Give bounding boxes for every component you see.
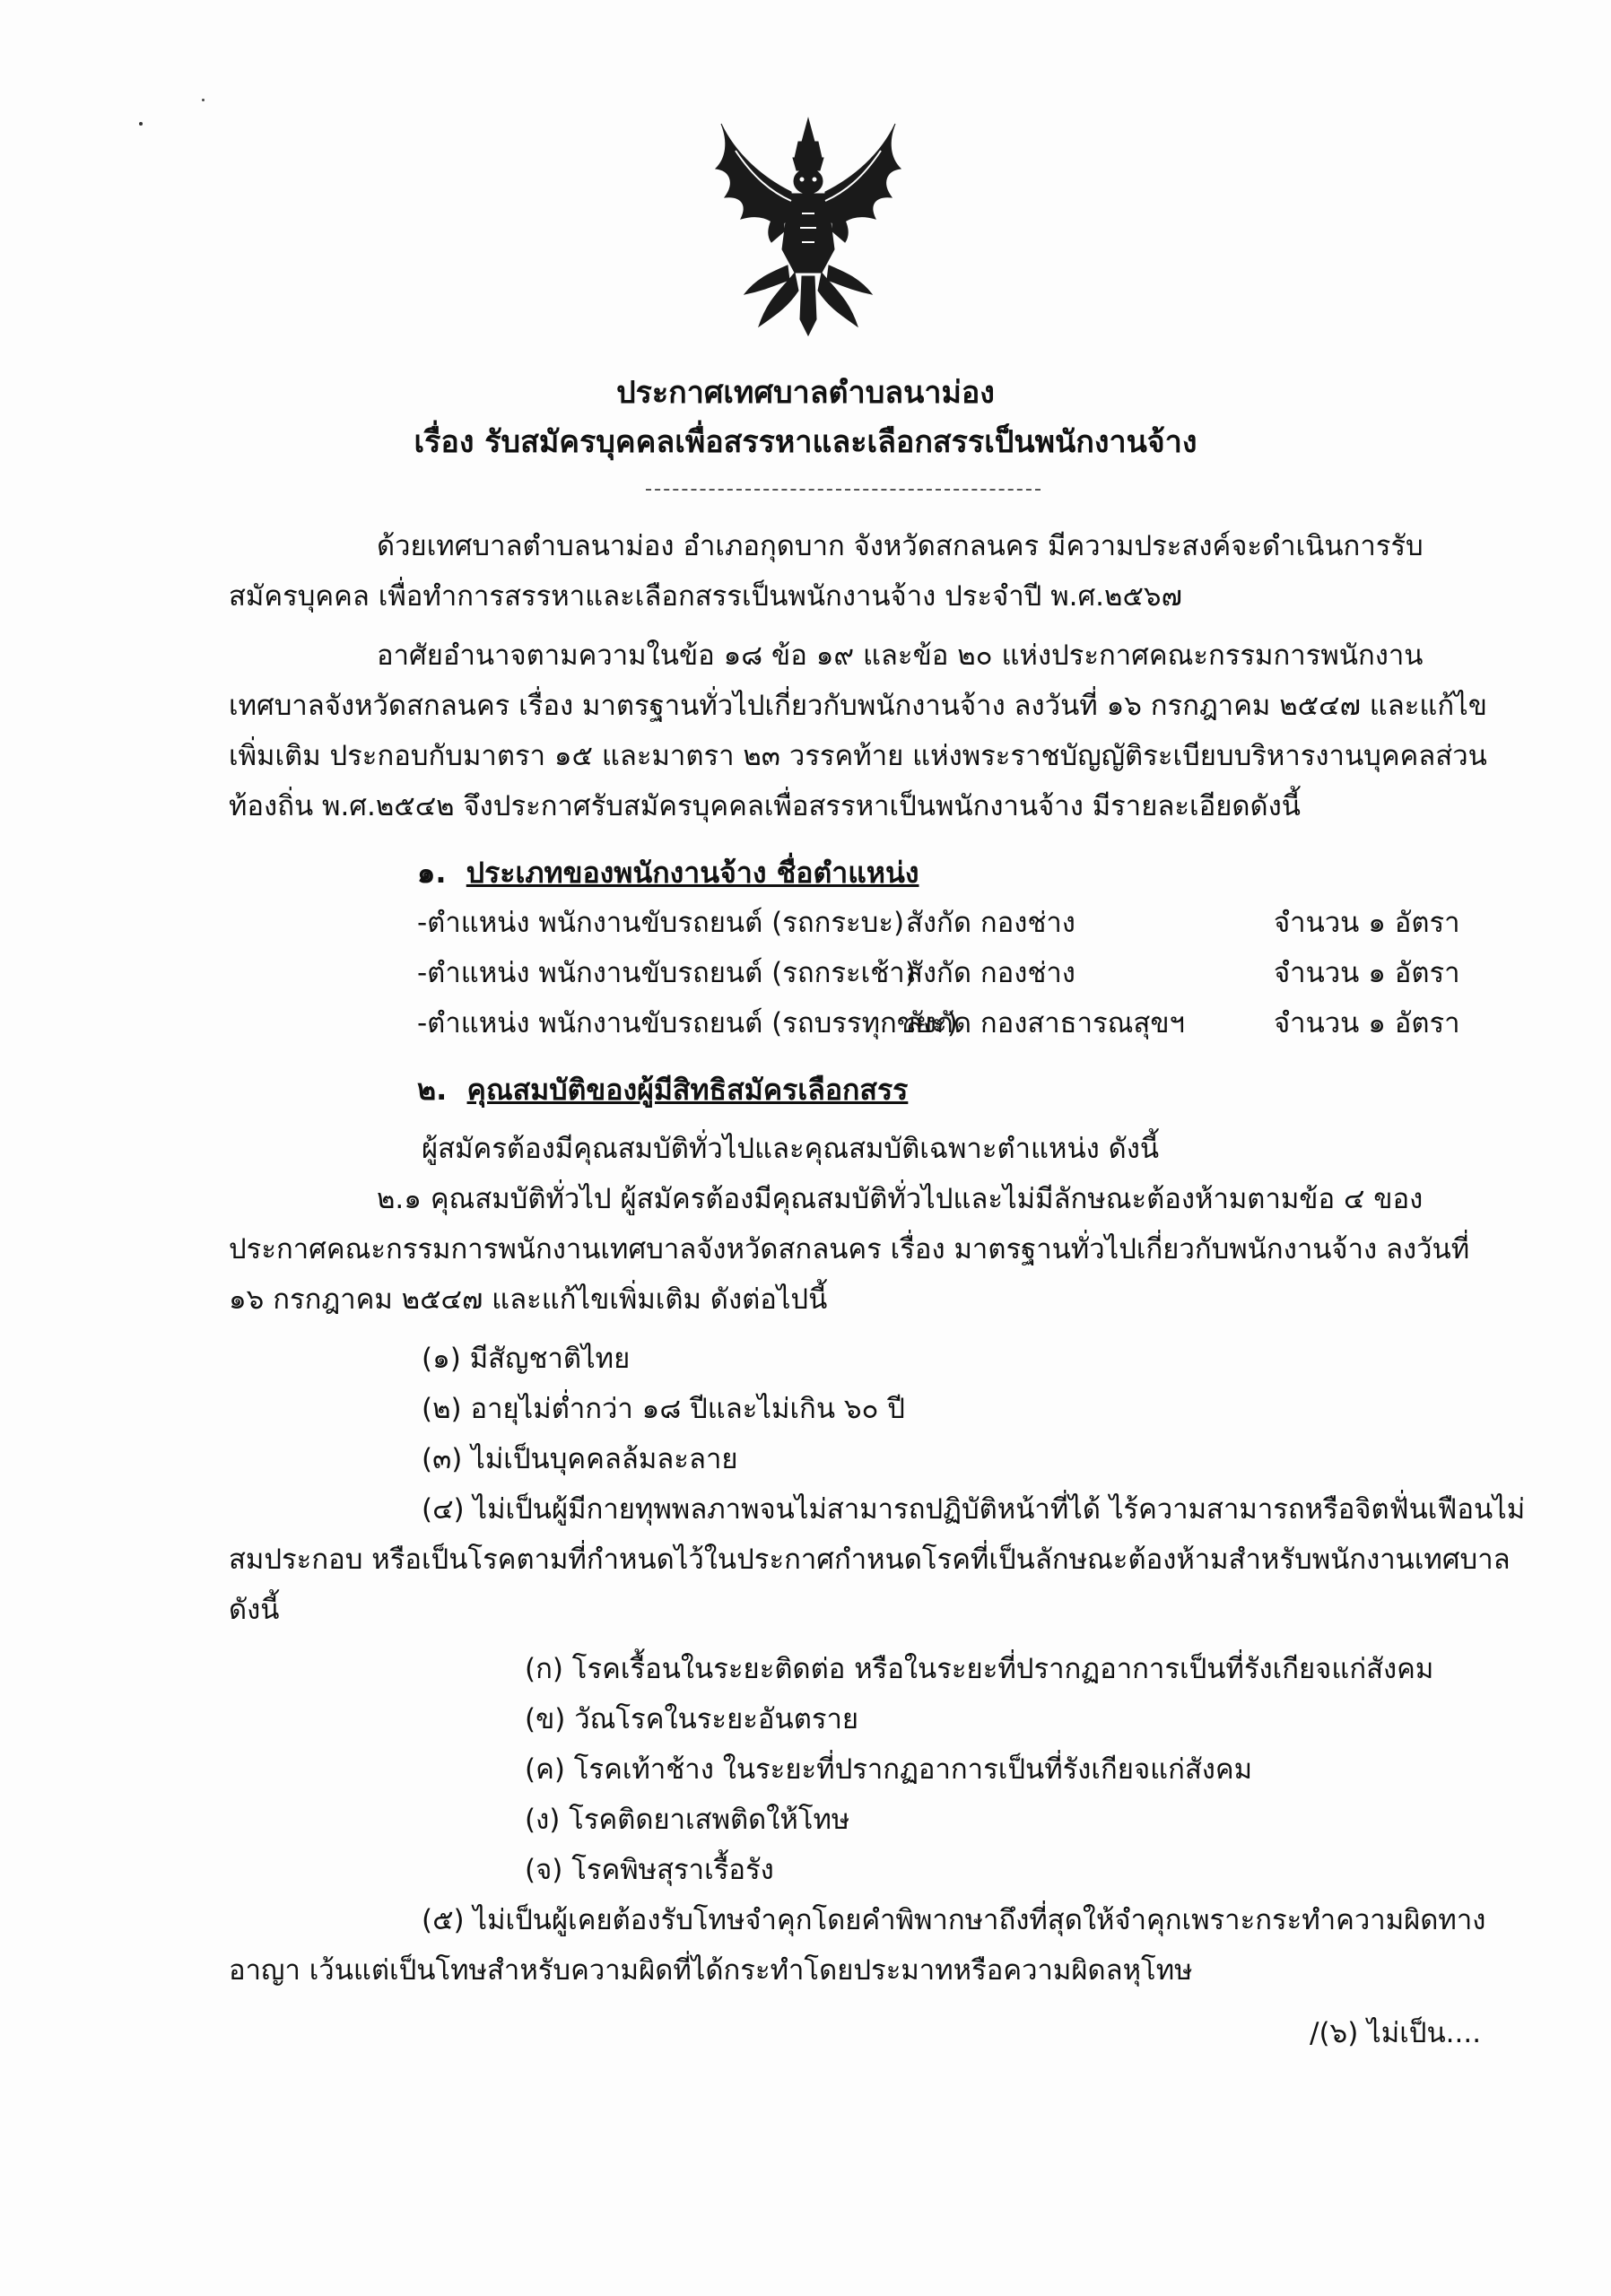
disease-item: (ก) โรคเรื้อนในระยะติดต่อ หรือในระยะที่ปรากฏอาการเป็นที่รังเกียจแก่สังคม (525, 1653, 1434, 1685)
qualification-item: (๒) อายุไม่ต่ำกว่า ๑๘ ปีและไม่เกิน ๖๐ ปี (422, 1393, 905, 1425)
general-qualification-line: ประกาศคณะกรรมการพนักงานเทศบาลจังหวัดสกลนคร เรื่อง มาตรฐานทั่วไปเกี่ยวกับพนักงานจ้าง ลงวันที่ (229, 1233, 1470, 1265)
position-count: จำนวน ๑ อัตรา (1274, 907, 1460, 939)
intro-paragraph-2-line: เทศบาลจังหวัดสกลนคร เรื่อง มาตรฐานทั่วไปเกี่ยวกับพนักงานจ้าง ลงวันที่ ๑๖ กรกฎาคม ๒๕๔๗ และแก้ไข (229, 690, 1487, 722)
continuation-note: /(๖) ไม่เป็น.... (1310, 2017, 1482, 2049)
scan-speck (139, 122, 143, 126)
intro-paragraph-2: อาศัยอำนาจตามความในข้อ ๑๘ ข้อ ๑๙ และข้อ ๒๐ แห่งประกาศคณะกรรมการพนักงาน (377, 639, 1424, 672)
intro-paragraph-2-line: ท้องถิ่น พ.ศ.๒๕๔๒ จึงประกาศรับสมัครบุคคลเพื่อสรรหาเป็นพนักงานจ้าง มีรายละเอียดดังนี้ (229, 790, 1301, 822)
disease-item: (ค) โรคเท้าช้าง ในระยะที่ปรากฏอาการเป็นที่รังเกียจแก่สังคม (525, 1753, 1253, 1786)
disease-item: (ง) โรคติดยาเสพติดให้โทษ (525, 1804, 850, 1836)
position-name: -ตำแหน่ง พนักงานขับรถยนต์ (รถกระบะ) (417, 907, 905, 939)
disease-item: (ข) วัณโรคในระยะอันตราย (525, 1703, 859, 1735)
garuda-emblem-icon (709, 115, 908, 339)
position-name: -ตำแหน่ง พนักงานขับรถยนต์ (รถกระเช้า) (417, 957, 916, 989)
qualification-item: (๓) ไม่เป็นบุคคลล้มละลาย (422, 1443, 738, 1475)
intro-paragraph-1-line: สมัครบุคคล เพื่อทำการสรรหาและเลือกสรรเป็นพนักงานจ้าง ประจำปี พ.ศ.๒๕๖๗ (229, 580, 1182, 613)
position-dept: สังกัด กองช่าง (906, 907, 1075, 939)
title-divider (646, 489, 1041, 491)
position-row (417, 1004, 1476, 1043)
position-dept: สังกัด กองสาธารณสุขฯ (906, 1007, 1185, 1039)
announcement-subject: เรื่อง รับสมัครบุคคลเพื่อสรรหาและเลือกสรรเป็นพนักงานจ้าง (414, 424, 1197, 460)
intro-paragraph-2-line: เพิ่มเติม ประกอบกับมาตรา ๑๕ และมาตรา ๒๓ วรรคท้าย แห่งพระราชบัญญัติระเบียบบริหารงานบุคคลส่วน (229, 740, 1487, 772)
section-title: ประเภทของพนักงานจ้าง ชื่อตำแหน่ง (466, 856, 919, 890)
section-1-heading (417, 853, 919, 892)
position-count: จำนวน ๑ อัตรา (1274, 1007, 1460, 1039)
general-qualification-line: ๑๖ กรกฎาคม ๒๕๔๗ และแก้ไขเพิ่มเติม ดังต่อไปนี้ (229, 1283, 828, 1316)
position-row (417, 953, 1476, 993)
position-name: -ตำแหน่ง พนักงานขับรถยนต์ (รถบรรทุกขยะ) (417, 1007, 958, 1039)
intro-paragraph-1: ด้วยเทศบาลตำบลนาม่อง อำเภอกุดบาก จังหวัดสกลนคร มีความประสงค์จะดำเนินการรับ (377, 530, 1424, 562)
section-title: คุณสมบัติของผู้มีสิทธิสมัครเลือกสรร (466, 1073, 909, 1107)
scan-speck (202, 99, 205, 101)
qualification-item: (๕) ไม่เป็นผู้เคยต้องรับโทษจำคุกโดยคำพิพากษาถึงที่สุดให้จำคุกเพราะกระทำความผิดทาง (422, 1904, 1486, 1936)
qualification-item-line: อาญา เว้นแต่เป็นโทษสำหรับความผิดที่ได้กระทำโดยประมาทหรือความผิดลหุโทษ (229, 1954, 1193, 1987)
qualification-item-line: ดังนี้ (229, 1594, 280, 1626)
position-count: จำนวน ๑ อัตรา (1274, 957, 1460, 989)
section-number: ๒. (417, 1073, 448, 1107)
position-row (417, 903, 1476, 943)
position-dept: สังกัด กองช่าง (906, 957, 1075, 989)
general-qualification: ๒.๑ คุณสมบัติทั่วไป ผู้สมัครต้องมีคุณสมบัติทั่วไปและไม่มีลักษณะต้องห้ามตามข้อ ๔ ของ (377, 1183, 1424, 1215)
qualification-item-line: สมประกอบ หรือเป็นโรคตามที่กำหนดไว้ในประกาศกำหนดโรคที่เป็นลักษณะต้องห้ามสำหรับพนักงานเทศบาล (229, 1544, 1511, 1576)
section-2-heading (417, 1070, 908, 1109)
announcement-title: ประกาศเทศบาลตำบลนาม่อง (616, 375, 995, 411)
section-number: ๑. (417, 856, 447, 890)
qualification-item: (๑) มีสัญชาติไทย (422, 1343, 631, 1375)
disease-item: (จ) โรคพิษสุราเรื้อรัง (525, 1854, 774, 1886)
qualification-lead: ผู้สมัครต้องมีคุณสมบัติทั่วไปและคุณสมบัติเฉพาะตำแหน่ง ดังนี้ (422, 1133, 1160, 1165)
qualification-item: (๔) ไม่เป็นผู้มีกายทุพพลภาพจนไม่สามารถปฏิบัติหน้าที่ได้ ไร้ความสามารถหรือจิตฟั่นเฟือนไม่ (422, 1493, 1526, 1526)
